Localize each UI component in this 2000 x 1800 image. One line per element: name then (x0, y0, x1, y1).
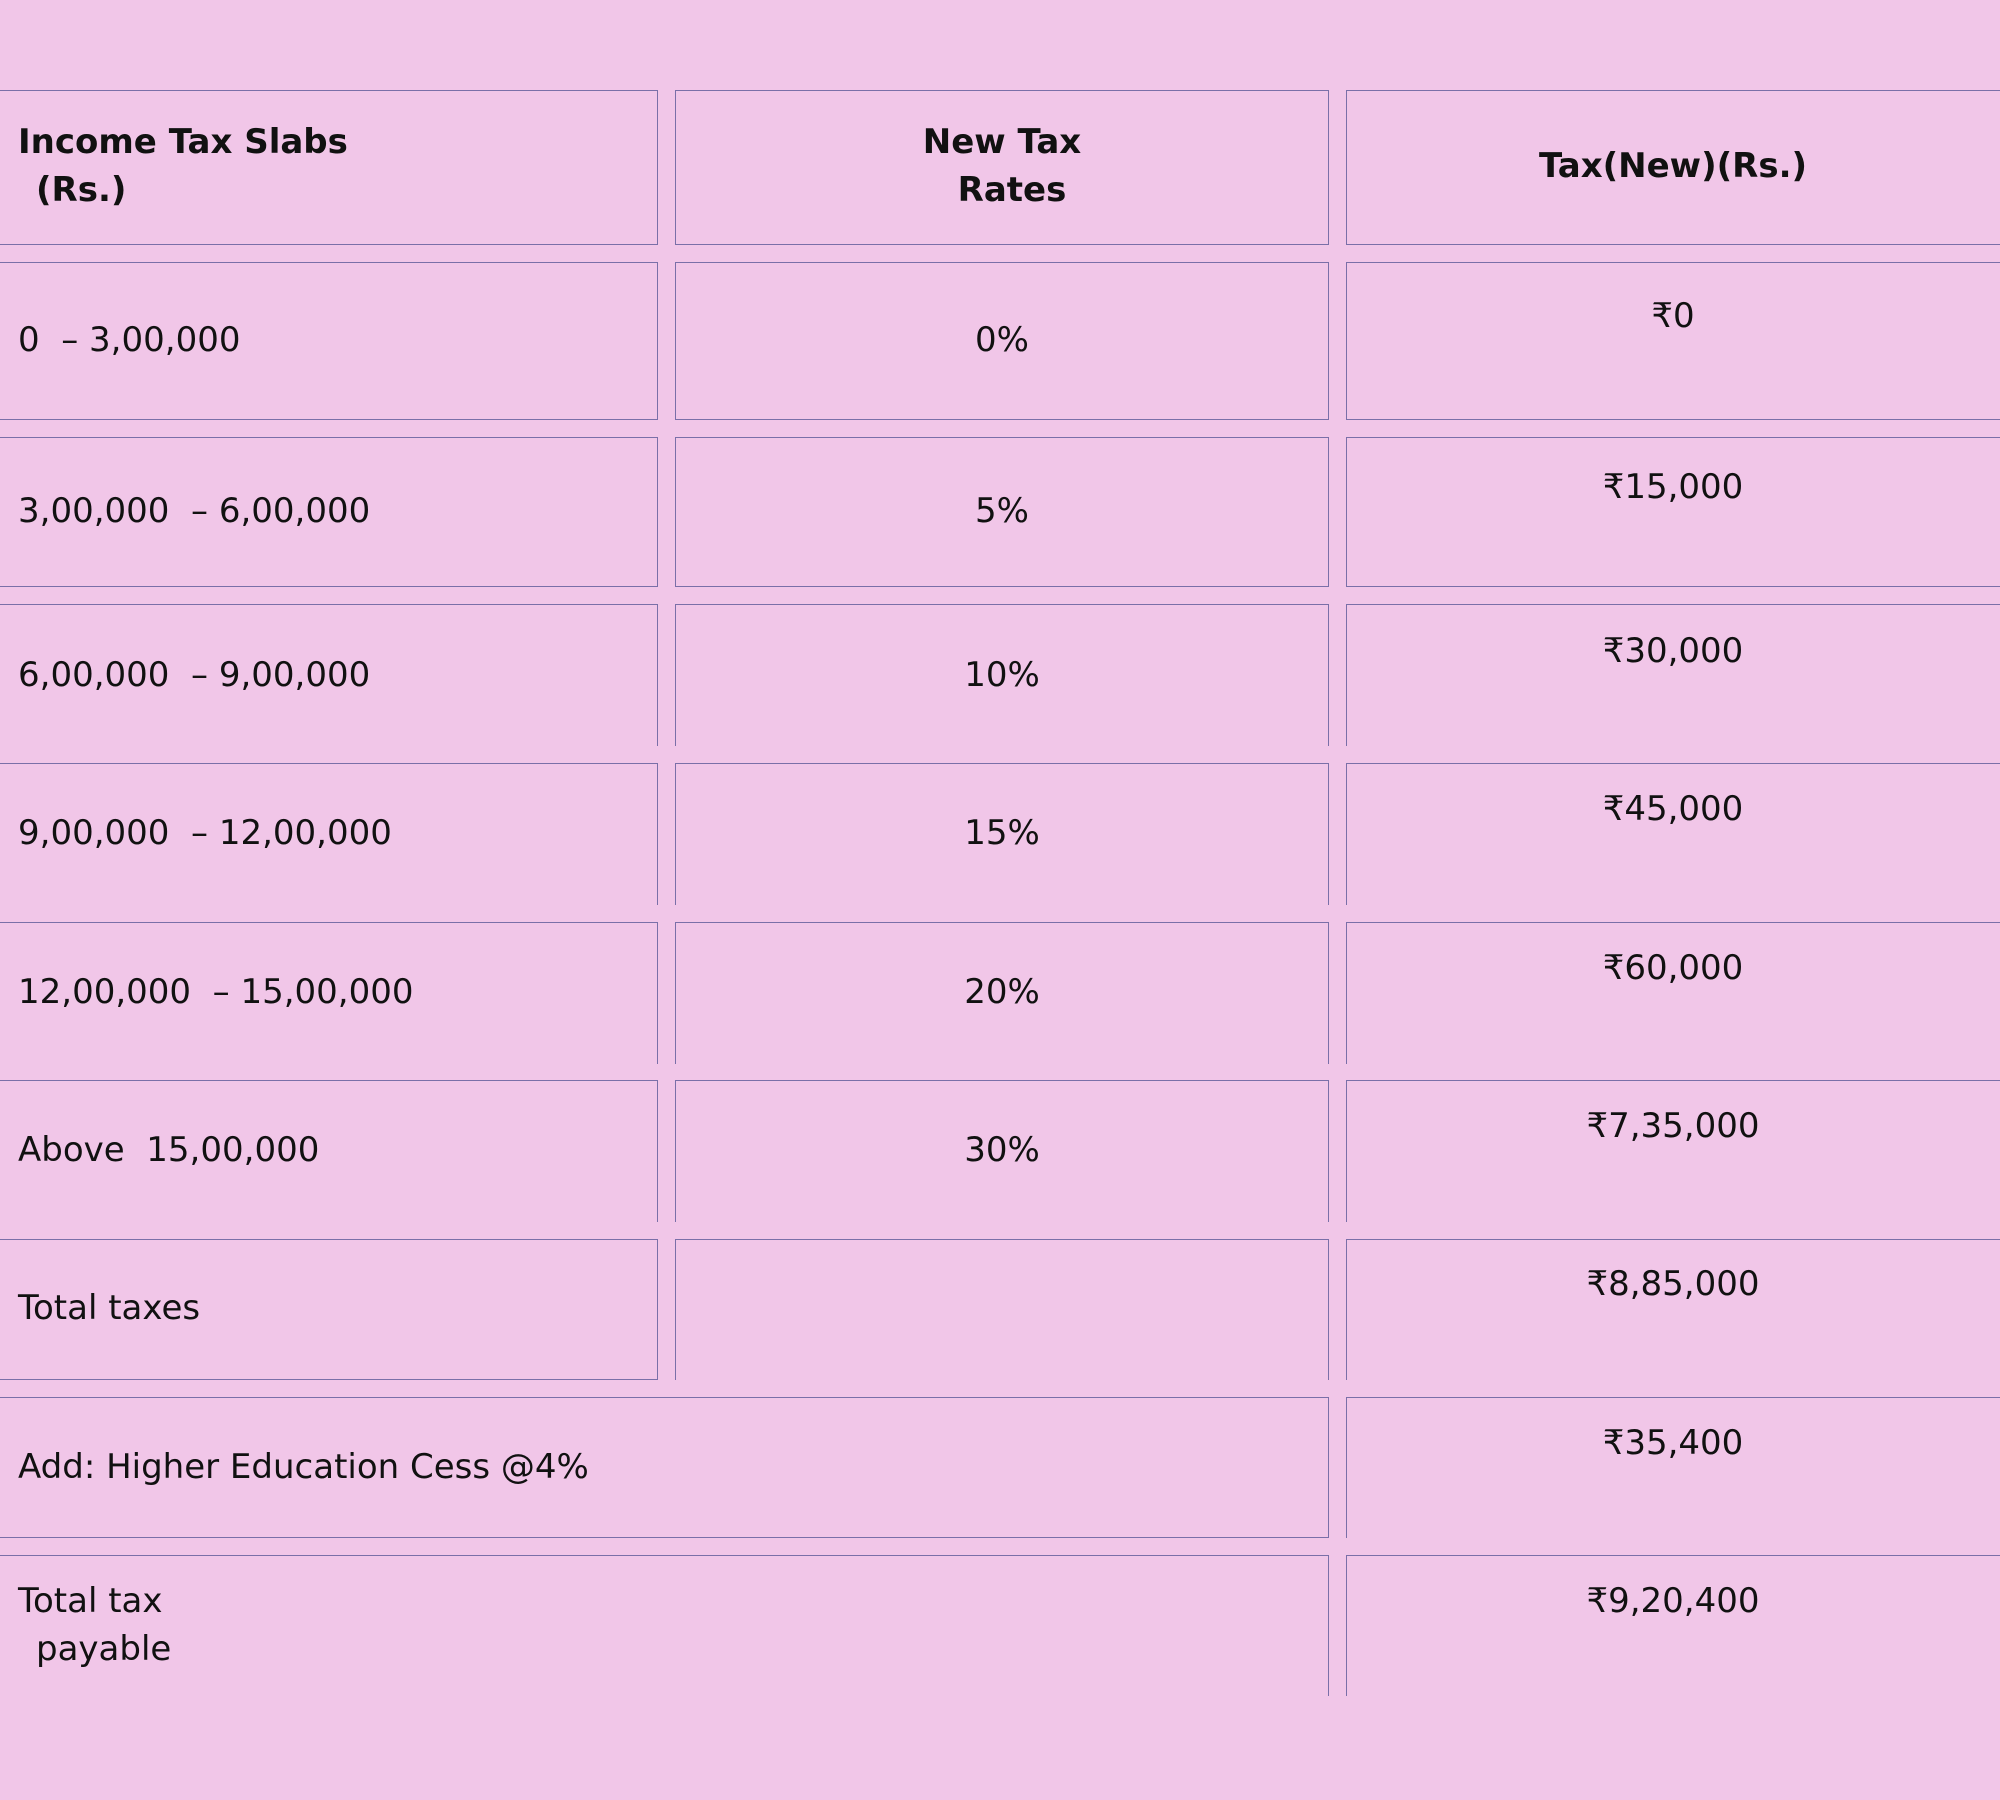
payable-label-line2: payable (36, 1629, 172, 1669)
row-1-tax: ₹0 (1651, 296, 1695, 336)
row-3-tax: ₹30,000 (1602, 631, 1744, 671)
cess-label: Add: Higher Education Cess @4% (18, 1447, 589, 1487)
row-1-tax-cell (1346, 262, 2000, 420)
row-3-slab: 6,00,000 – 9,00,000 (18, 655, 371, 695)
row-3-tax-cell (1346, 604, 2000, 746)
row-4-tax: ₹45,000 (1602, 789, 1744, 829)
header-slabs-line2: (Rs.) (36, 170, 127, 210)
header-tax: Tax(New)(Rs.) (1538, 146, 1808, 186)
header-slabs-line1: Income Tax Slabs (18, 122, 348, 162)
row-2-tax-cell (1346, 437, 2000, 587)
payable-label-cell (0, 1555, 1329, 1696)
row-6-rate: 30% (964, 1130, 1040, 1170)
row-2-tax: ₹15,000 (1602, 467, 1744, 507)
payable-value: ₹9,20,400 (1586, 1581, 1760, 1621)
cess-value: ₹35,400 (1602, 1423, 1744, 1463)
row-1-rate: 0% (975, 320, 1029, 360)
row-2-slab: 3,00,000 – 6,00,000 (18, 491, 371, 531)
row-5-slab: 12,00,000 – 15,00,000 (18, 972, 414, 1012)
total-taxes-label: Total taxes (18, 1288, 201, 1328)
row-4-slab: 9,00,000 – 12,00,000 (18, 813, 392, 853)
row-2-rate: 5% (975, 491, 1029, 531)
row-5-tax: ₹60,000 (1602, 948, 1744, 988)
row-4-rate: 15% (964, 813, 1040, 853)
header-rates-line1: New Tax (922, 122, 1082, 162)
payable-label-line1: Total tax (18, 1581, 163, 1621)
row-1-slab: 0 – 3,00,000 (18, 320, 241, 360)
row-6-slab: Above 15,00,000 (18, 1130, 320, 1170)
row-3-rate: 10% (964, 655, 1040, 695)
header-rates-line2: Rates (957, 170, 1067, 210)
total-taxes-empty-cell (675, 1239, 1329, 1380)
total-taxes-value: ₹8,85,000 (1586, 1264, 1760, 1304)
row-5-rate: 20% (964, 972, 1040, 1012)
row-6-tax: ₹7,35,000 (1586, 1106, 1760, 1146)
